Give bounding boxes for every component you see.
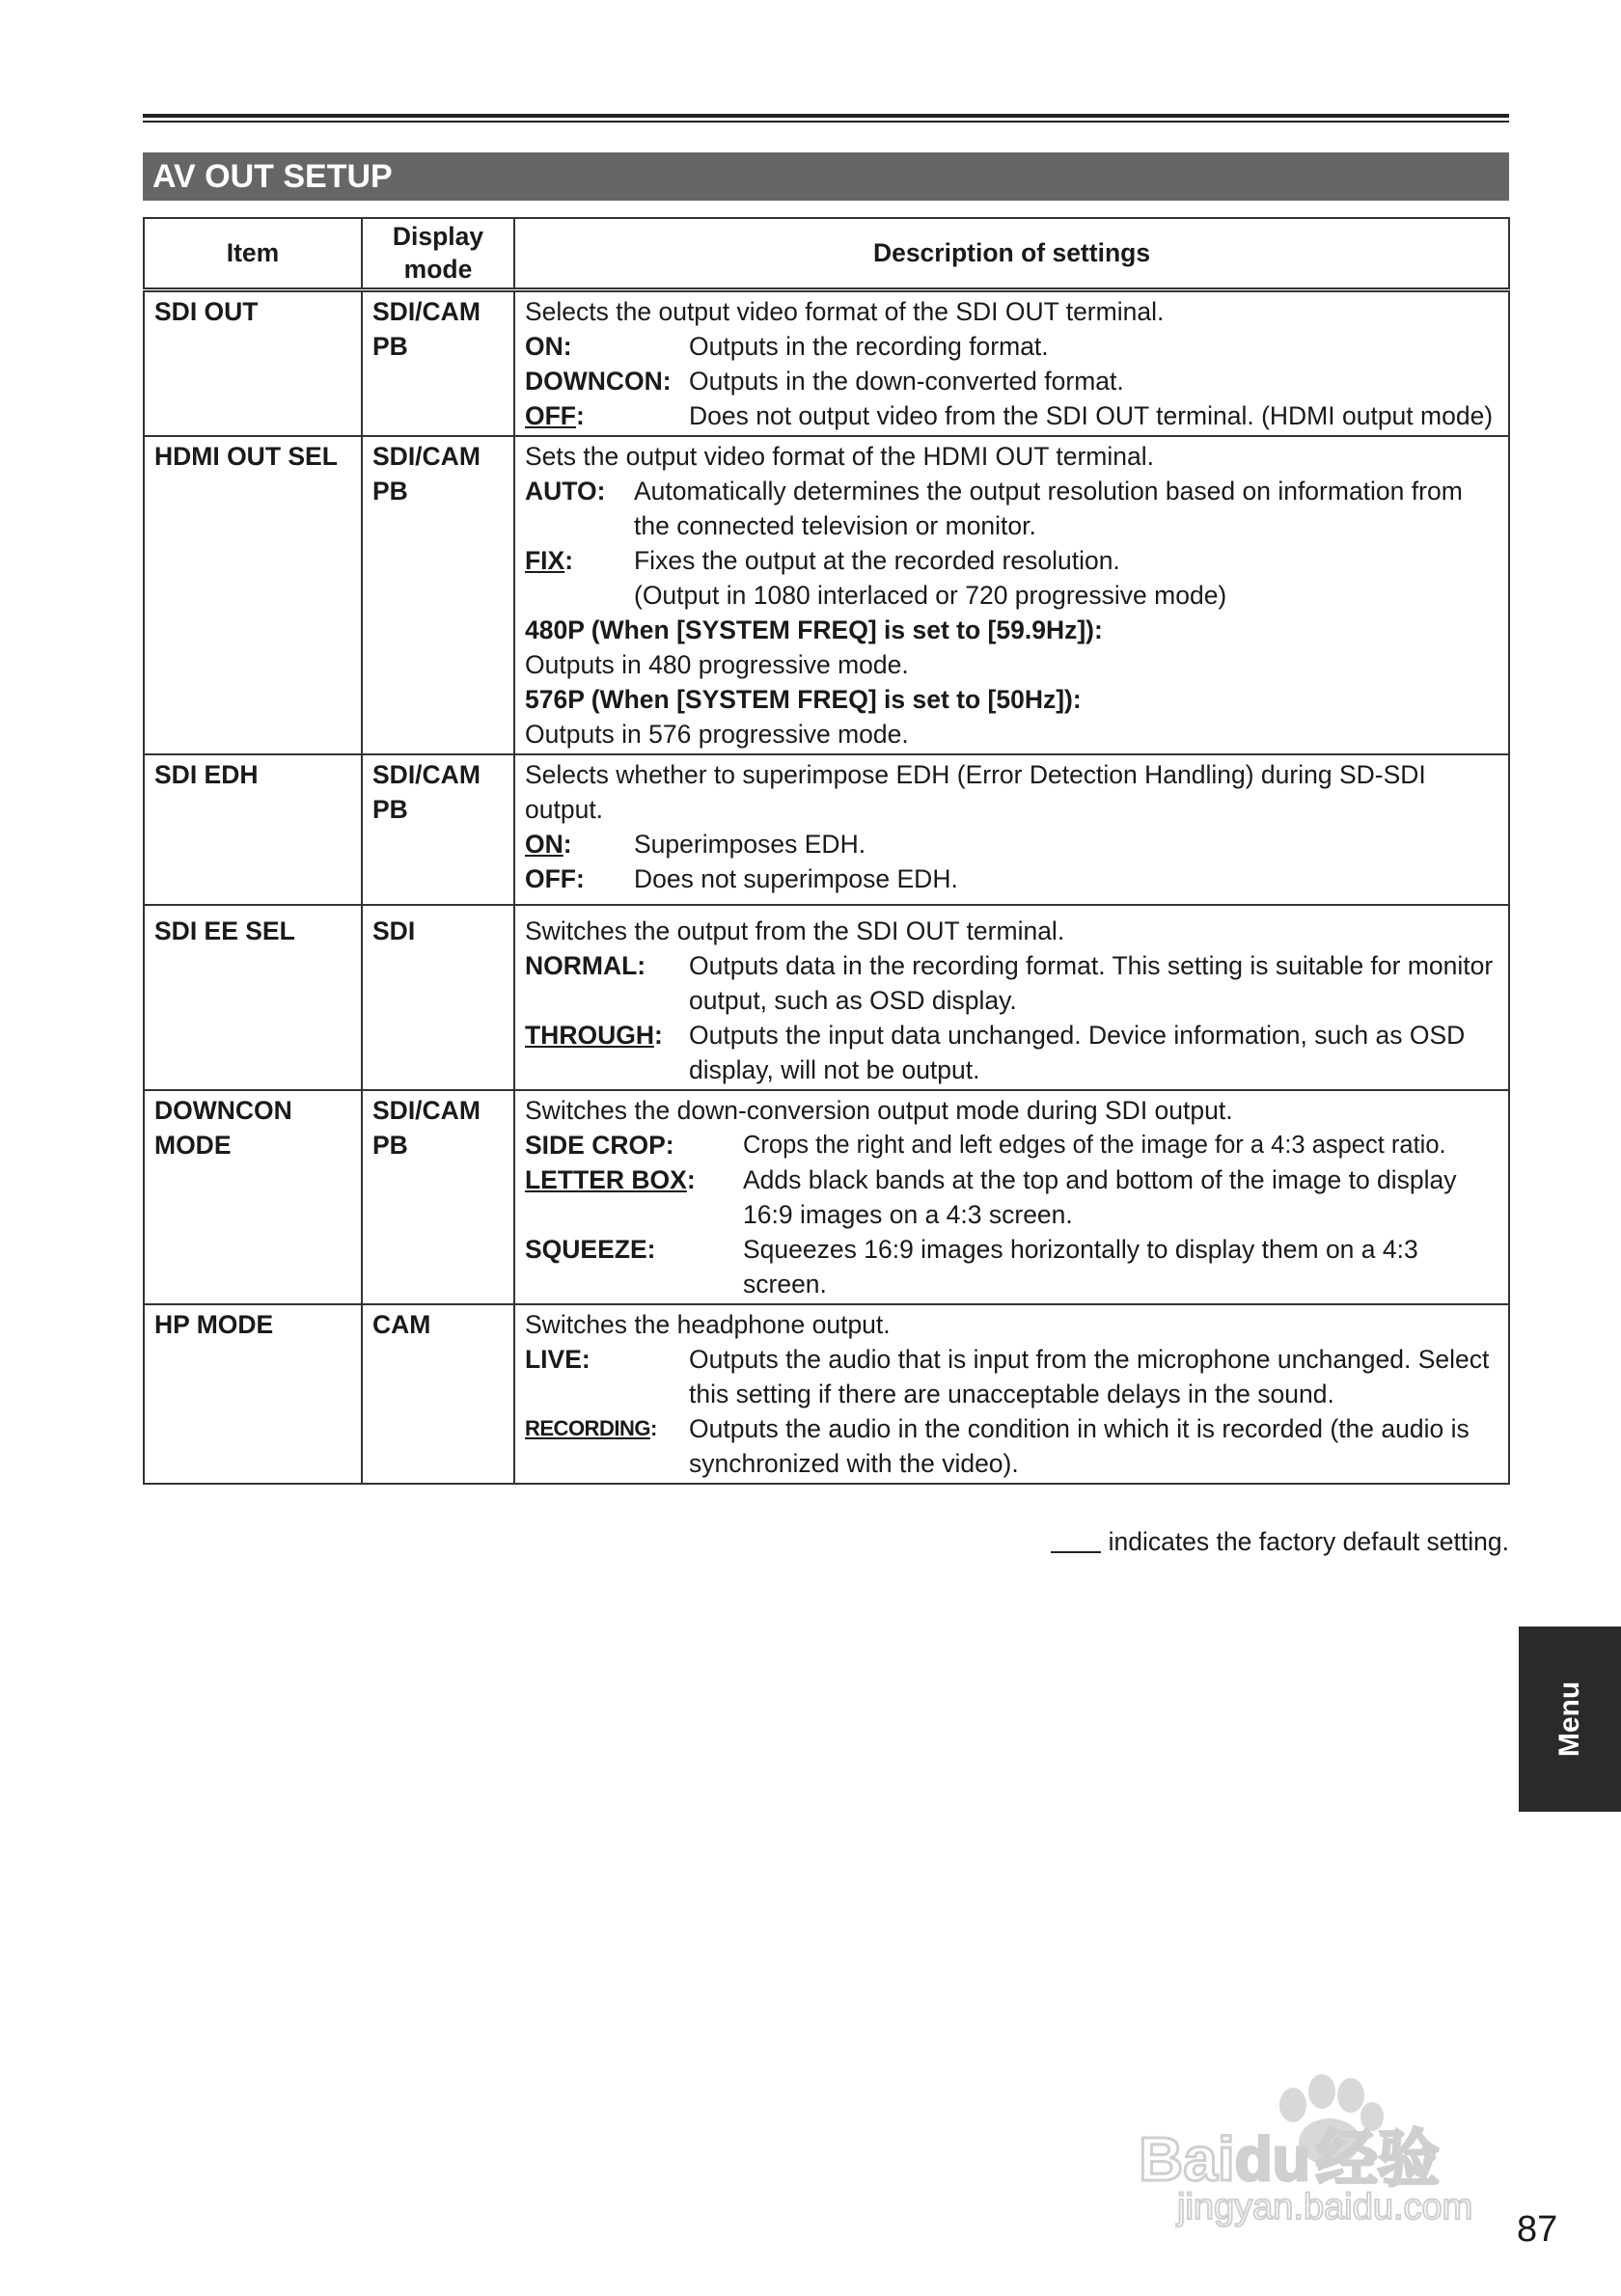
option (525, 1232, 1498, 1301)
table-header-row (144, 218, 1509, 289)
baidu-watermark (1139, 2045, 1525, 2228)
table-row (144, 1090, 1509, 1304)
row-intro: Switches the output from the SDI OUT terminal. (525, 916, 1065, 945)
option (525, 861, 1498, 896)
row-description (514, 905, 1509, 1090)
legend-text: indicates the factory default setting. (1108, 1527, 1509, 1556)
option-default (525, 1411, 1498, 1481)
table-row (144, 754, 1509, 905)
header-description: Description of settings (514, 218, 1509, 289)
option-text: Does not superimpose EDH. (634, 863, 958, 893)
table-row (144, 436, 1509, 754)
underline-sample (1051, 1530, 1101, 1553)
option-default (525, 1162, 1498, 1232)
row-mode: SDI (362, 905, 514, 1090)
row-mode: SDI/CAM PB (362, 436, 514, 754)
extra-text: Outputs in 576 progressive mode. (525, 719, 909, 749)
row-intro: Sets the output video format of the HDMI OUT terminal. (525, 441, 1154, 471)
key-colon: : (686, 1164, 696, 1194)
table-row (144, 905, 1509, 1090)
row-mode: SDI/CAM PB (362, 289, 514, 436)
option-text: Fixes the output at the recorded resolution. (634, 545, 1120, 575)
default-key: THROUGH (525, 1020, 654, 1050)
option (525, 329, 1498, 364)
default-key: LETTER BOX (525, 1164, 687, 1194)
option-key (525, 1162, 743, 1232)
row-intro: Switches the headphone output. (525, 1309, 891, 1339)
option-key: DOWNCON: (525, 366, 672, 396)
option-text: Outputs the audio in the condition in which it is recorded (the audio is synchronized with the video). (689, 1413, 1470, 1478)
option-key: LIVE: (525, 1344, 591, 1374)
option (525, 474, 1498, 543)
option-key: NORMAL: (525, 950, 646, 980)
key-colon: : (653, 1020, 663, 1050)
row-description (514, 1090, 1509, 1304)
key-colon: : (564, 545, 574, 575)
option (525, 948, 1498, 1018)
row-intro: Selects whether to superimpose EDH (Error Detection Handling) during SD-SDI output. (525, 759, 1426, 824)
option-key: SQUEEZE: (525, 1234, 656, 1264)
option-text: Outputs the input data unchanged. Device information, such as OSD display, will not be output. (689, 1020, 1466, 1084)
option-default (525, 398, 1498, 433)
header-display-mode: Display mode (362, 218, 514, 289)
option-text: Superimposes EDH. (634, 829, 866, 859)
option-key: OFF: (525, 863, 585, 893)
table-row (144, 289, 1509, 436)
row-item: SDI EDH (144, 754, 362, 905)
extra-heading: 480P (When [SYSTEM FREQ] is set to [59.9Hz]): (525, 615, 1103, 644)
row-description (514, 1304, 1509, 1484)
row-mode: SDI/CAM PB (362, 754, 514, 905)
option-key (525, 543, 634, 613)
option-default (525, 1018, 1498, 1087)
option-key (525, 1018, 689, 1087)
key-colon: : (649, 1415, 657, 1440)
side-tab-menu (1519, 1626, 1621, 1812)
option-text-note: (Output in 1080 interlaced or 720 progressive mode) (634, 580, 1227, 610)
row-intro: Switches the down-conversion output mode during SDI output. (525, 1095, 1233, 1125)
option (525, 364, 1498, 398)
side-tab-label: Menu (1553, 1681, 1585, 1758)
option-text: Adds black bands at the top and bottom of the image to display 16:9 images on a 4:3 screen. (743, 1164, 1457, 1229)
option-text: Squeezes 16:9 images horizontally to display them on a 4:3 screen. (743, 1234, 1418, 1298)
page-number: 87 (1517, 2209, 1558, 2250)
row-item: SDI OUT (144, 289, 362, 436)
option-key: AUTO: (525, 476, 606, 506)
row-item: HDMI OUT SEL (144, 436, 362, 754)
row-item: SDI EE SEL (144, 905, 362, 1090)
default-key: OFF (525, 400, 576, 430)
row-description (514, 289, 1509, 436)
option-key (525, 827, 634, 861)
option-text: Outputs in the recording format. (689, 331, 1049, 361)
option-text: Outputs the audio that is input from the microphone unchanged. Select this setting if there are unacceptable delays in the sound. (689, 1344, 1490, 1408)
option-key: ON: (525, 331, 572, 361)
default-key: RECORDING (525, 1415, 650, 1440)
row-mode: SDI/CAM PB (362, 1090, 514, 1304)
option-key: SIDE CROP: (525, 1130, 674, 1160)
option-text: Outputs in the down-converted format. (689, 366, 1124, 396)
watermark-brand: Baidu经验 (1139, 2124, 1440, 2194)
row-description (514, 754, 1509, 905)
row-intro: Selects the output video format of the SDI OUT terminal. (525, 296, 1165, 326)
option-text: Outputs data in the recording format. This setting is suitable for monitor output, such as OSD display. (689, 950, 1494, 1015)
row-item: DOWNCON MODE (144, 1090, 362, 1304)
top-rule (143, 114, 1509, 123)
default-key: ON (525, 829, 563, 859)
key-colon: : (563, 829, 572, 859)
option (525, 1342, 1498, 1411)
option-text: Crops the right and left edges of the image for a 4:3 aspect ratio. (743, 1131, 1446, 1159)
header-item: Item (144, 218, 362, 289)
row-description (514, 436, 1509, 754)
option (525, 1128, 1498, 1162)
table-row (144, 1304, 1509, 1484)
default-key: FIX (525, 545, 565, 575)
key-colon: : (576, 400, 585, 430)
extra-text: Outputs in 480 progressive mode. (525, 649, 909, 679)
default-legend (1051, 1524, 1509, 1559)
row-item: HP MODE (144, 1304, 362, 1484)
extra-heading: 576P (When [SYSTEM FREQ] is set to [50Hz]): (525, 684, 1082, 714)
option-default (525, 827, 1498, 861)
watermark-url: jingyan.baidu.com (1177, 2187, 1473, 2228)
option-default (525, 543, 1498, 613)
option-text: Automatically determines the output resolution based on information from the connected television or monitor. (634, 476, 1463, 540)
settings-table (143, 217, 1510, 1485)
option-key (525, 398, 689, 433)
option-key (525, 1411, 689, 1481)
row-mode: CAM (362, 1304, 514, 1484)
section-title: AV OUT SETUP (143, 152, 1509, 201)
option-text: Does not output video from the SDI OUT terminal. (HDMI output mode) (689, 400, 1494, 430)
